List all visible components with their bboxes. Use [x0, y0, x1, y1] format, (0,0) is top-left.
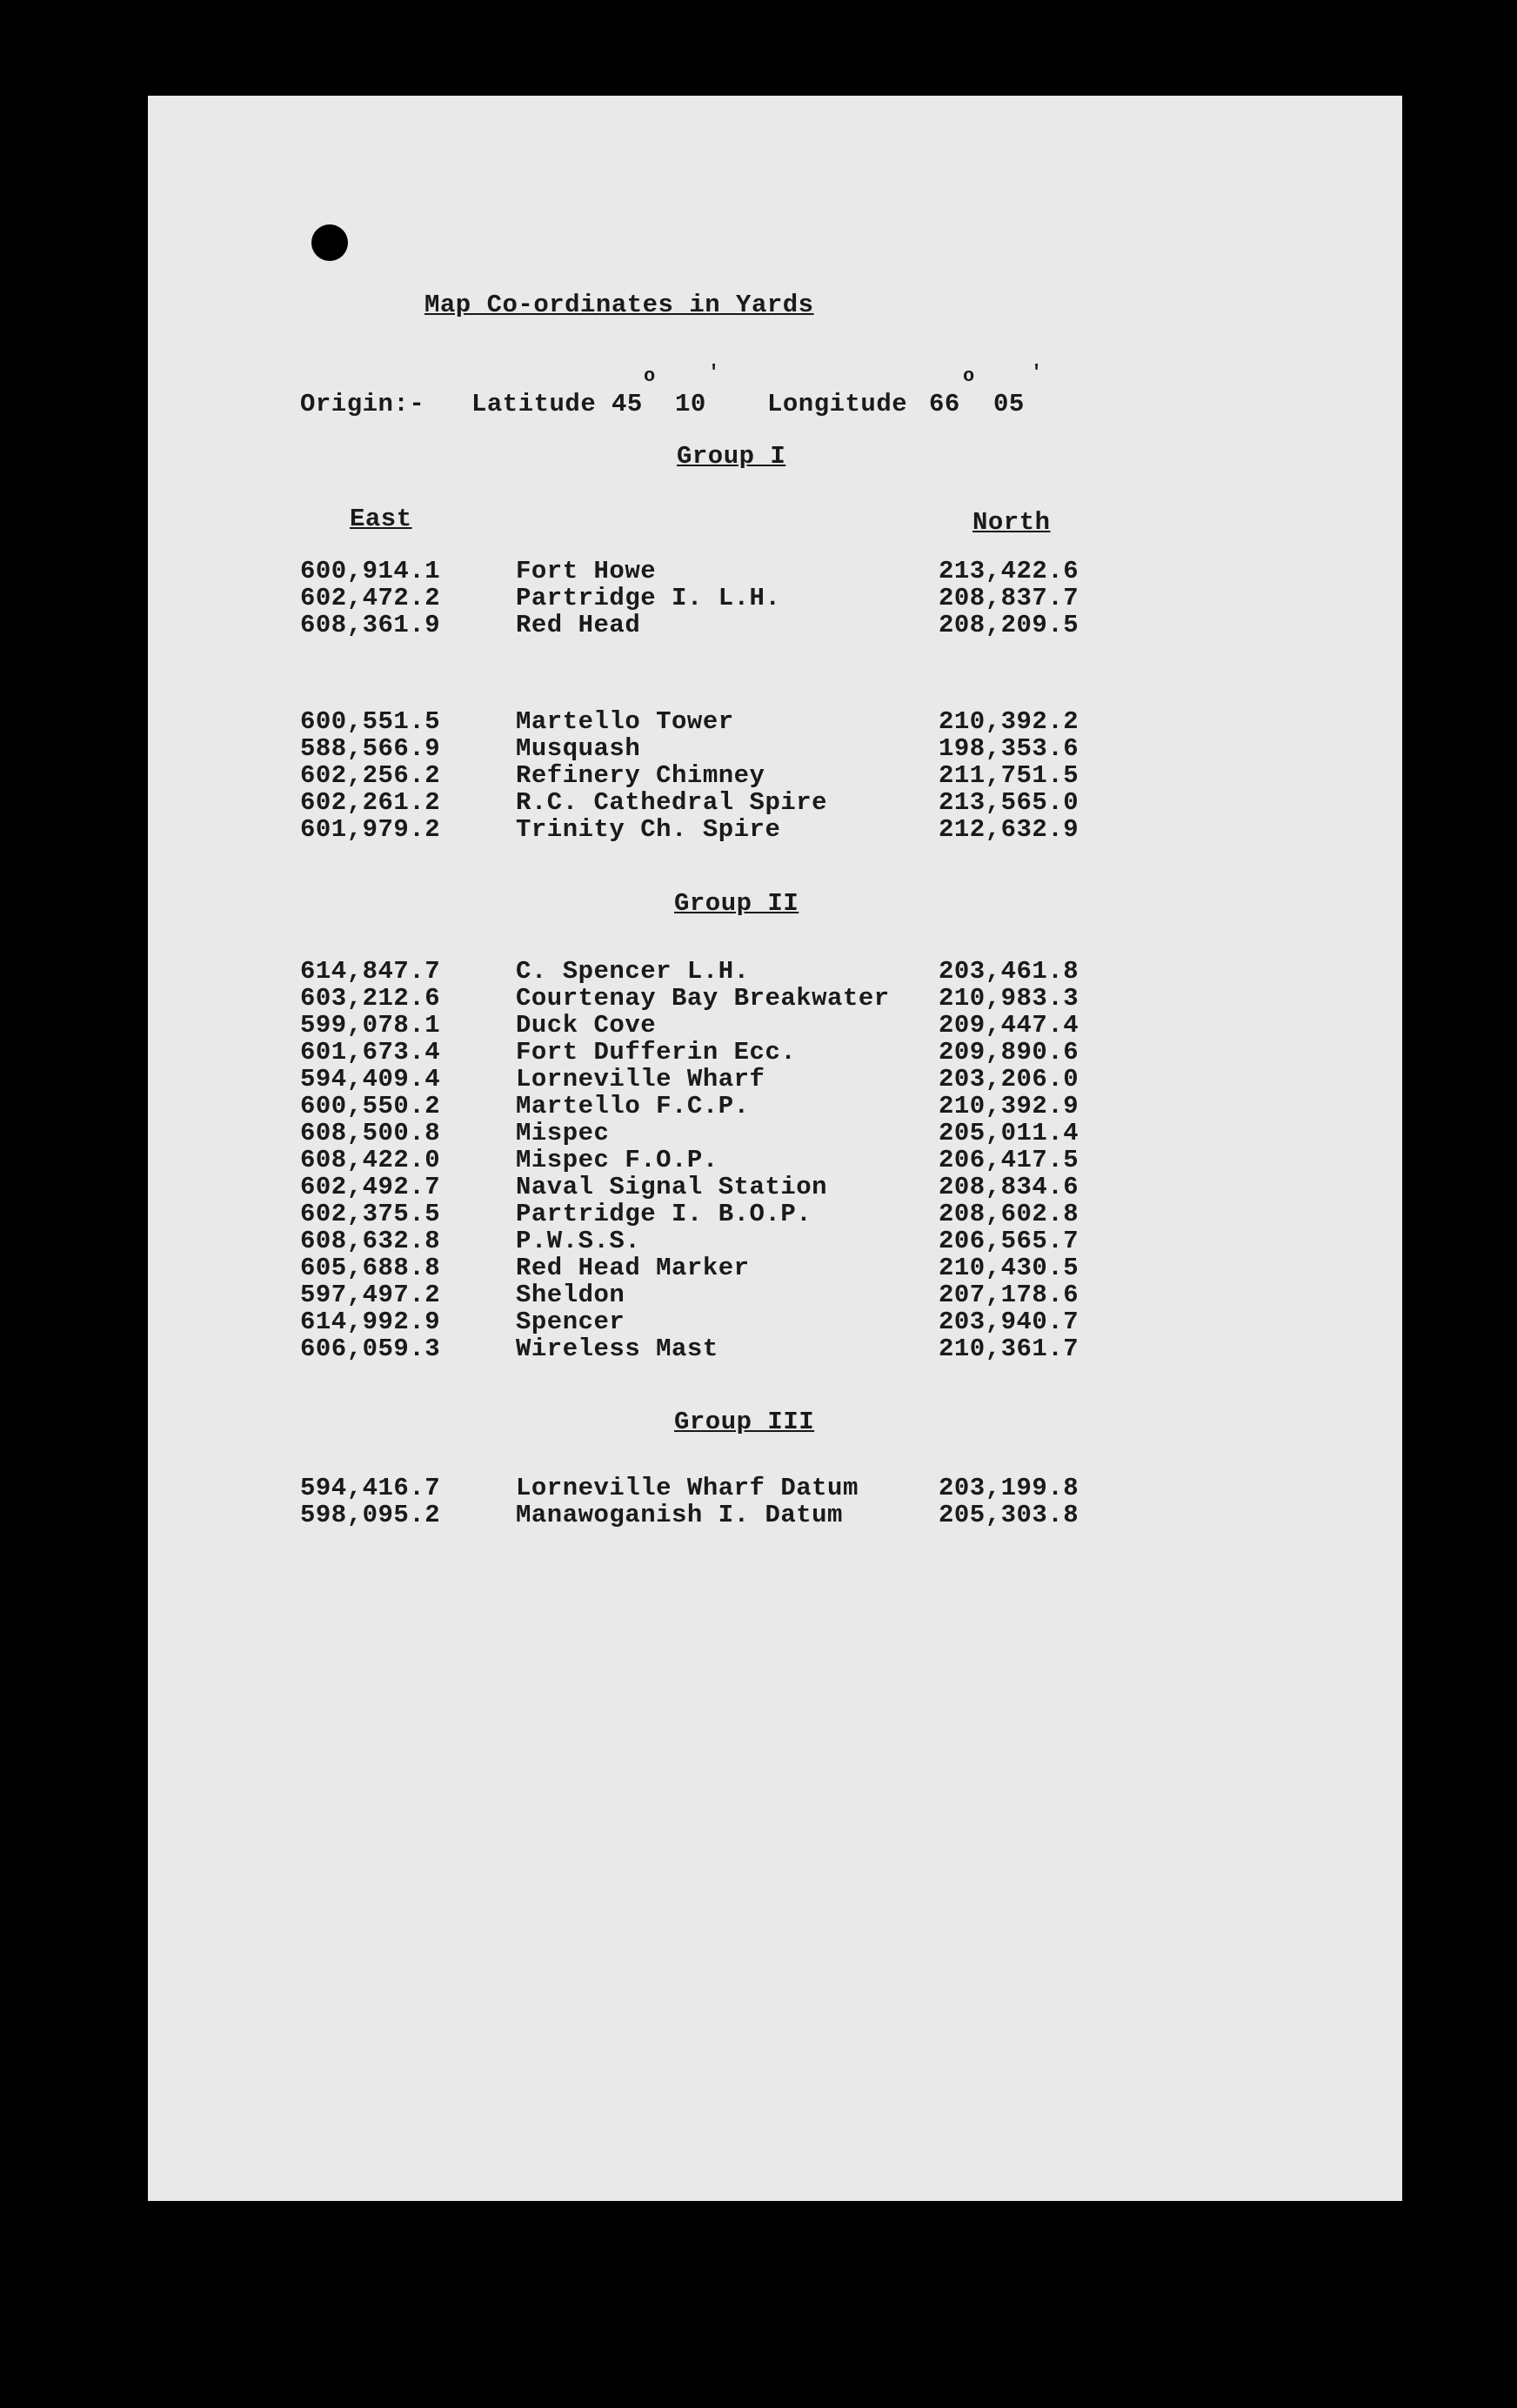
location-name: Martello Tower: [516, 707, 734, 736]
north-value: 205,303.8: [939, 1501, 1079, 1529]
table-row: [148, 985, 1402, 1012]
table-row: [148, 958, 1402, 985]
table-row: [148, 558, 1402, 585]
location-name: Lorneville Wharf: [516, 1065, 765, 1094]
north-value: 212,632.9: [939, 815, 1079, 844]
north-value: 203,206.0: [939, 1065, 1079, 1094]
table-row: [148, 1039, 1402, 1066]
north-value: 210,430.5: [939, 1254, 1079, 1282]
longitude-minute-symbol: ': [1031, 362, 1043, 384]
table-row: [148, 762, 1402, 789]
longitude-degree-symbol: o: [963, 365, 975, 387]
location-name: P.W.S.S.: [516, 1227, 641, 1255]
location-name: Naval Signal Station: [516, 1173, 828, 1201]
table-row: [148, 1093, 1402, 1120]
east-value: 608,361.9: [300, 611, 441, 639]
latitude-minute-symbol: ': [708, 362, 720, 384]
east-value: 599,078.1: [300, 1011, 441, 1040]
origin-line: [148, 362, 1402, 425]
north-value: 203,461.8: [939, 957, 1079, 986]
east-value: 608,632.8: [300, 1227, 441, 1255]
east-value: 603,212.6: [300, 984, 441, 1013]
east-value: 600,914.1: [300, 557, 441, 585]
location-name: Manawoganish I. Datum: [516, 1501, 843, 1529]
north-value: 213,565.0: [939, 788, 1079, 817]
east-value: 601,673.4: [300, 1038, 441, 1067]
east-value: 602,256.2: [300, 761, 441, 790]
latitude-minutes: 10: [675, 390, 706, 418]
location-name: Mispec F.O.P.: [516, 1146, 718, 1174]
east-value: 608,500.8: [300, 1119, 441, 1147]
location-name: Martello F.C.P.: [516, 1092, 750, 1120]
longitude-label: Longitude: [767, 390, 908, 418]
latitude-label: Latitude: [471, 390, 597, 418]
location-name: Fort Dufferin Ecc.: [516, 1038, 797, 1067]
location-name: C. Spencer L.H.: [516, 957, 750, 986]
table-row: [148, 1147, 1402, 1174]
north-value: 206,565.7: [939, 1227, 1079, 1255]
north-value: 207,178.6: [939, 1281, 1079, 1309]
table-row: [148, 1012, 1402, 1039]
table-row: [148, 1308, 1402, 1335]
north-value: 208,834.6: [939, 1173, 1079, 1201]
table-row: [148, 1201, 1402, 1227]
table-row: [148, 816, 1402, 843]
north-value: 198,353.6: [939, 734, 1079, 763]
latitude-degree-symbol: o: [644, 365, 656, 387]
table-row: [148, 585, 1402, 612]
east-value: 608,422.0: [300, 1146, 441, 1174]
east-value: 601,979.2: [300, 815, 441, 844]
north-value: 210,983.3: [939, 984, 1079, 1013]
location-name: Wireless Mast: [516, 1334, 718, 1363]
location-name: Courtenay Bay Breakwater: [516, 984, 890, 1013]
location-name: Lorneville Wharf Datum: [516, 1474, 859, 1502]
north-column-header: North: [972, 508, 1051, 537]
table-row: [148, 1066, 1402, 1093]
east-value: 614,847.7: [300, 957, 441, 986]
north-value: 210,392.9: [939, 1092, 1079, 1120]
north-value: 209,447.4: [939, 1011, 1079, 1040]
latitude-degrees: 45: [611, 390, 643, 418]
east-value: 594,416.7: [300, 1474, 441, 1502]
table-row: [148, 1502, 1402, 1528]
north-value: 208,837.7: [939, 584, 1079, 612]
location-name: Mispec: [516, 1119, 610, 1147]
location-name: Fort Howe: [516, 557, 657, 585]
east-column-header: East: [350, 505, 412, 533]
east-value: 600,551.5: [300, 707, 441, 736]
document-page: [148, 96, 1402, 2201]
east-value: 605,688.8: [300, 1254, 441, 1282]
table-row: [148, 1120, 1402, 1147]
north-value: 209,890.6: [939, 1038, 1079, 1067]
north-value: 211,751.5: [939, 761, 1079, 790]
north-value: 210,361.7: [939, 1334, 1079, 1363]
location-name: Musquash: [516, 734, 641, 763]
longitude-degrees: 66: [929, 390, 960, 418]
east-value: 602,261.2: [300, 788, 441, 817]
north-value: 208,209.5: [939, 611, 1079, 639]
east-value: 602,375.5: [300, 1200, 441, 1228]
location-name: Duck Cove: [516, 1011, 657, 1040]
location-name: Sheldon: [516, 1281, 625, 1309]
group-2-block-1: [148, 958, 1402, 1362]
table-row: [148, 1281, 1402, 1308]
location-name: Partridge I. L.H.: [516, 584, 781, 612]
east-value: 588,566.9: [300, 734, 441, 763]
location-name: Partridge I. B.O.P.: [516, 1200, 812, 1228]
location-name: Refinery Chimney: [516, 761, 765, 790]
group-heading: Group I: [677, 442, 786, 471]
north-value: 208,602.8: [939, 1200, 1079, 1228]
north-value: 203,199.8: [939, 1474, 1079, 1502]
north-value: 213,422.6: [939, 557, 1079, 585]
north-value: 206,417.5: [939, 1146, 1079, 1174]
page-title: Map Co-ordinates in Yards: [424, 291, 814, 319]
east-value: 600,550.2: [300, 1092, 441, 1120]
east-value: 602,472.2: [300, 584, 441, 612]
location-name: Spencer: [516, 1308, 625, 1336]
group-heading: Group III: [674, 1408, 815, 1436]
group-1-block-2: [148, 708, 1402, 843]
location-name: Trinity Ch. Spire: [516, 815, 781, 844]
east-value: 594,409.4: [300, 1065, 441, 1094]
group-heading: Group II: [674, 889, 799, 918]
table-row: [148, 1335, 1402, 1362]
north-value: 205,011.4: [939, 1119, 1079, 1147]
location-name: Red Head Marker: [516, 1254, 750, 1282]
location-name: Red Head: [516, 611, 641, 639]
origin-label: Origin:-: [300, 390, 425, 418]
table-row: [148, 1227, 1402, 1254]
punch-hole: [311, 224, 348, 261]
group-3-block-1: [148, 1475, 1402, 1528]
table-row: [148, 1174, 1402, 1201]
east-value: 597,497.2: [300, 1281, 441, 1309]
table-row: [148, 735, 1402, 762]
north-value: 210,392.2: [939, 707, 1079, 736]
north-value: 203,940.7: [939, 1308, 1079, 1336]
table-row: [148, 1475, 1402, 1502]
table-row: [148, 612, 1402, 639]
table-row: [148, 708, 1402, 735]
east-value: 614,992.9: [300, 1308, 441, 1336]
group-1-block-1: [148, 558, 1402, 639]
location-name: R.C. Cathedral Spire: [516, 788, 828, 817]
east-value: 602,492.7: [300, 1173, 441, 1201]
table-row: [148, 789, 1402, 816]
longitude-minutes: 05: [993, 390, 1025, 418]
table-row: [148, 1254, 1402, 1281]
east-value: 598,095.2: [300, 1501, 441, 1529]
east-value: 606,059.3: [300, 1334, 441, 1363]
